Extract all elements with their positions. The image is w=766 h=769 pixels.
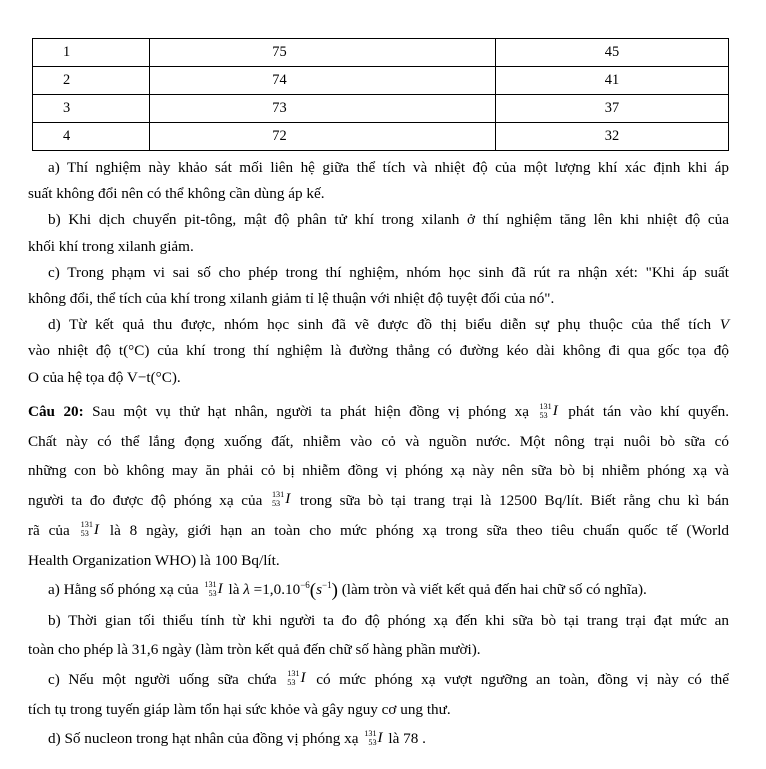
volume-symbol: V xyxy=(719,316,729,334)
table-cell: 74 xyxy=(150,67,496,95)
lambda-symbol: λ xyxy=(243,581,250,599)
iodine-isotope: 131 53 I xyxy=(287,669,306,688)
data-table xyxy=(32,38,729,151)
q20-b-line2: toàn cho phép là 31,6 ngày (làm tròn kết quả đến chữ số hàng phần mười). xyxy=(28,641,481,659)
table-cell: 1 xyxy=(33,39,150,67)
iodine-isotope: 131 53 I xyxy=(204,579,223,598)
q20-text: c) Nếu một người uống sữa chứa xyxy=(48,670,277,688)
q20-text: là 78 . xyxy=(388,730,426,748)
q20-text: phát tán vào khí quyển. xyxy=(568,403,730,420)
q19-d-text: d) Từ kết quả thu được, nhóm học sinh đã vẽ được đồ thị biểu diễn sự phụ thuộc của thể tích xyxy=(48,316,712,334)
iodine-isotope: 131 53 I xyxy=(364,728,383,747)
q20-a: a) Hằng số phóng xạ của 131 53 I là $\lambda =1,0.10^{-6}(s^{-1})$ (làm tròn và viết kết quả đến hai chữ số có nghĩa). xyxy=(28,571,729,606)
q19-a-line1: a) Thí nghiệm này khảo sát mối liên hệ giữa thể tích và nhiệt độ của một lượng khí xác định khi áp xyxy=(48,159,729,176)
q20-text: là 8 ngày, giới hạn an toàn cho mức phóng xạ trong sữa theo tiêu chuẩn quốc tế (World xyxy=(109,521,730,539)
q20-c-line2: tích tụ trong tuyến giáp làm tổn hại sức khỏe và gây nguy cơ ung thư. xyxy=(28,700,451,718)
question-label: Câu 20: xyxy=(28,403,84,420)
q20-text: (làm tròn và viết kết quả đến hai chữ số có nghĩa). xyxy=(341,581,647,599)
q20-text: có mức phóng xạ vượt ngưỡng an toàn, đồng vị này có thể xyxy=(316,670,730,688)
q19-d-line2: vào nhiệt độ t(°C) của khí trong thí nghiệm là đường thẳng có đường kéo dài không đi qua gốc tọa độ xyxy=(28,342,729,360)
q19-d-line1 xyxy=(28,312,729,338)
q20-line2: Chất này có thể lắng đọng xuống đất, nhiễm vào cỏ và nguồn nước. Một nông trại nuôi bò sữa có xyxy=(28,433,729,451)
table-cell: 75 xyxy=(150,39,496,67)
q19-d-line3: O của hệ tọa độ V−t(°C). xyxy=(28,368,181,386)
q20-text: Sau một vụ thử hạt nhân, người ta phát hiện đồng vị phóng xạ xyxy=(92,403,529,420)
q20-text: trong sữa bò tại trang trại là 12500 Bq/lít. Biết rằng chu kì bán xyxy=(299,491,730,509)
q19-a-line2: suất không đổi nên có thể không cần dùng áp kế. xyxy=(28,185,325,203)
q19-options xyxy=(28,155,729,391)
table-row xyxy=(33,39,729,67)
table-row xyxy=(33,95,729,123)
table-cell: 4 xyxy=(33,123,150,151)
iodine-isotope: 131 53 I xyxy=(80,520,99,539)
q20-d xyxy=(28,724,729,754)
table-cell: 73 xyxy=(150,95,496,123)
table-cell: 45 xyxy=(496,39,729,67)
q20-line5 xyxy=(28,516,729,546)
table-row xyxy=(33,123,729,151)
q20-options xyxy=(28,571,729,755)
q20-c-line1 xyxy=(28,665,729,695)
unit-symbol: s xyxy=(316,581,323,599)
q20-text: a) Hằng số phóng xạ của xyxy=(48,581,199,599)
table-cell: 3 xyxy=(33,95,150,123)
q20-text: người ta đo được độ phóng xạ của xyxy=(28,491,263,509)
table-row xyxy=(33,67,729,95)
q20-line1 xyxy=(28,397,729,427)
table-cell: 41 xyxy=(496,67,729,95)
table-cell: 2 xyxy=(33,67,150,95)
table-cell: 37 xyxy=(496,95,729,123)
q20-line4 xyxy=(28,486,729,516)
q19-b-line1: b) Khi dịch chuyển pit-tông, mật độ phân tử khí trong xilanh ở thí nghiệm tăng lên khi nhiệt độ của xyxy=(48,211,729,229)
table-cell: 72 xyxy=(150,123,496,151)
decay-constant-value: =1,0.10 xyxy=(249,581,301,599)
q20-text: rã của xyxy=(28,521,70,539)
unit-exponent: −1 xyxy=(322,580,332,590)
iodine-isotope: 131 53 I xyxy=(271,490,291,509)
q19-c-line1: c) Trong phạm vi sai số cho phép trong thí nghiệm, nhóm học sinh đã rút ra nhận xét: "Khi áp suất xyxy=(48,263,729,281)
q19-c-line2: không đổi, thể tích của khí trong xilanh giảm tỉ lệ thuận với nhiệt độ tuyệt đối của nó". xyxy=(28,290,555,308)
q20-text: là xyxy=(228,581,240,599)
q20-stem xyxy=(28,397,729,575)
q20-line6: Health Organization WHO) là 100 Bq/lít. xyxy=(28,551,280,569)
table-cell: 32 xyxy=(496,123,729,151)
q20-text: d) Số nucleon trong hạt nhân của đồng vị phóng xạ xyxy=(48,730,359,748)
iodine-isotope: 131 53 I xyxy=(539,401,558,420)
q20-b-line1: b) Thời gian tối thiểu tính từ khi người ta đo độ phóng xạ đến khi sữa bò tại trang trại đạt mức an xyxy=(48,611,729,629)
q19-b-line2: khối khí trong xilanh giảm. xyxy=(28,237,194,255)
q20-line3: những con bò không may ăn phải cỏ bị nhiễm đồng vị phóng xạ này nên sữa bò bị nhiễm phóng xạ và xyxy=(28,462,729,480)
decay-exponent: −6 xyxy=(300,580,310,590)
